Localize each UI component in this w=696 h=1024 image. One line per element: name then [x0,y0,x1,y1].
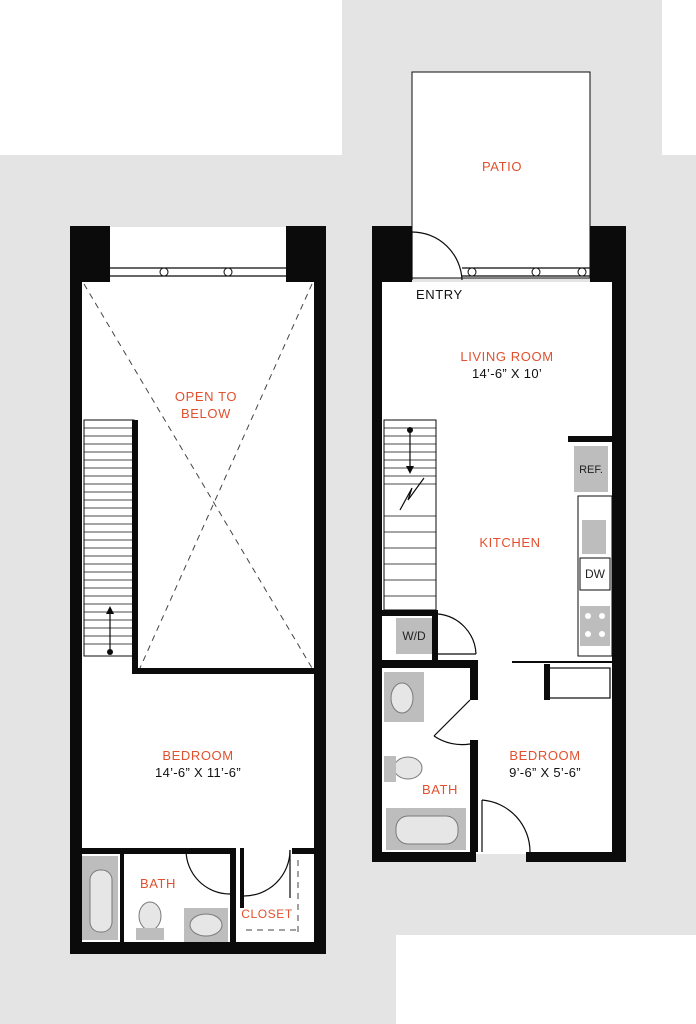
upper-bath-label: BATH [139,876,177,891]
living-room-label: LIVING ROOM [460,349,554,364]
dw-label: DW [585,567,605,581]
closet-label: CLOSET [241,907,293,921]
kitchen-label: KITCHEN [479,535,541,550]
open-to-below-label-2: BELOW [181,406,231,421]
wd-label: W/D [402,629,426,643]
living-room-dimensions: 14’-6” X 10’ [471,366,543,381]
upper-window-bay [110,227,286,282]
lower-bedroom-label: BEDROOM [509,748,581,763]
upper-toilet [139,902,161,930]
entry-label: ENTRY [416,287,463,302]
open-to-below-label-1: OPEN TO [174,389,238,404]
upper-interior [80,282,316,946]
upper-bedroom-label: BEDROOM [162,748,234,763]
upper-level-plan [70,226,326,954]
range [580,606,610,646]
lower-bedroom-dimensions: 9’-6” X 5’-6” [509,765,581,780]
upper-bedroom-dimensions: 14’-6” X 11’-6” [155,765,241,780]
kitchen-sink [582,520,606,554]
ref-label: REF. [579,464,603,476]
lower-toilet [394,757,422,779]
patio-label: PATIO [481,159,523,174]
lower-bath-label: BATH [421,782,459,797]
patio-area [412,72,590,278]
